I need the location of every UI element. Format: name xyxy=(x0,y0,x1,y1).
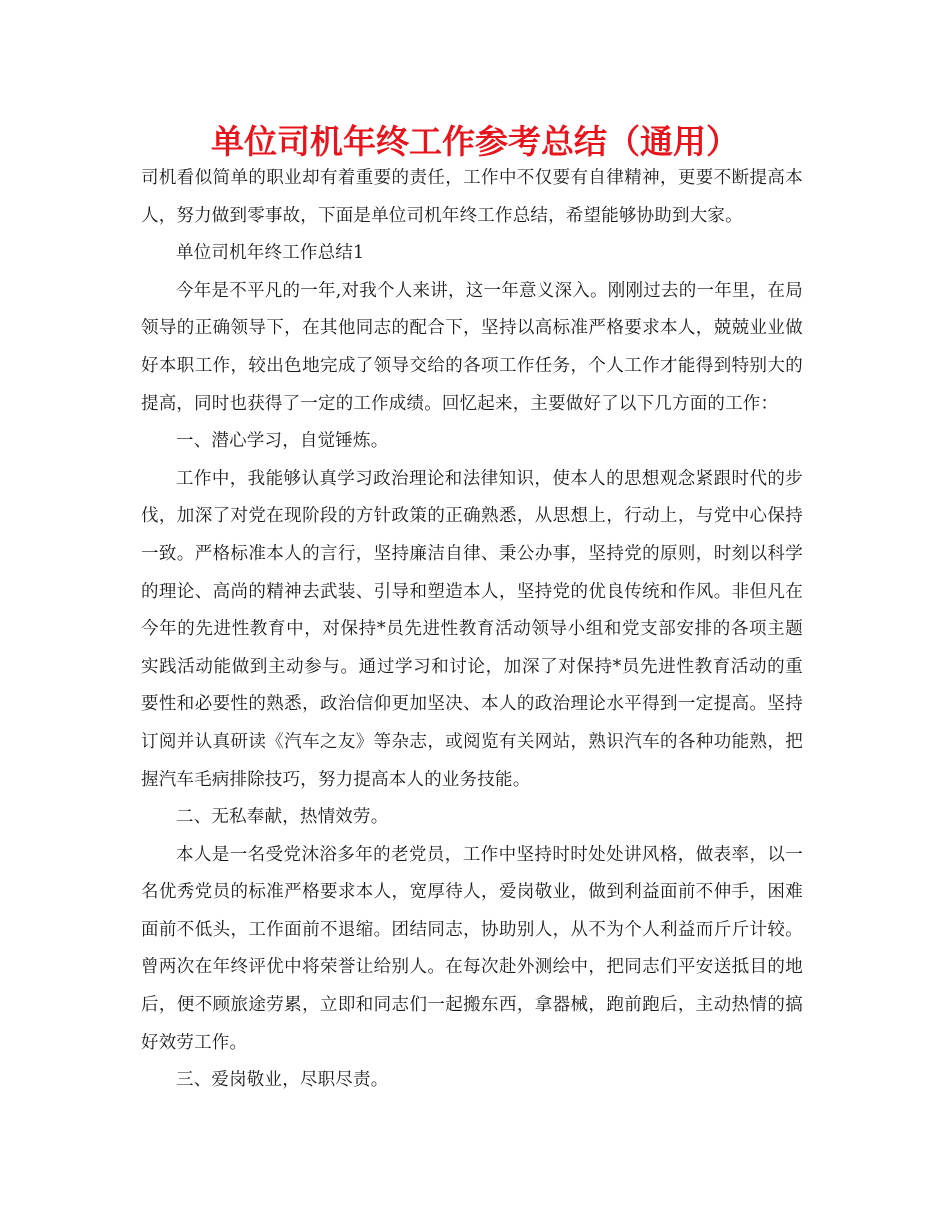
body-paragraph: 今年是不平凡的一年,对我个人来讲，这一年意义深入。刚刚过去的一年里，在局领导的正确领导下，在其他同志的配合下，坚持以高标准严格要求本人，兢兢业业做好本职工作，较出色地完成了领导交给的各项工作任务，个人工作才能得到特别大的提高，同时也获得了一定的工作成绩。回忆起来，主要做好了以下几方面的工作： xyxy=(141,280,803,414)
body-paragraph: 工作中，我能够认真学习政治理论和法律知识，使本人的思想观念紧跟时代的步伐，加深了对党在现阶段的方针政策的正确熟悉，从思想上，行动上，与党中心保持一致。严格标准本人的言行，坚持廉洁自律、秉公办事，坚持党的原则，时刻以科学的理论、高尚的精神去武装、引导和塑造本人，坚持党的优良传统和作风。非但凡在今年的先进性教育中，对保持*员先进性教育活动领导小组和党支部安排的各项主题实践活动能做到主动参与。通过学习和讨论，加深了对保持*员先进性教育活动的重要性和必要性的熟悉，政治信仰更加坚决、本人的政治理论水平得到一定提高。坚持订阅并认真研读《汽车之友》等杂志，或阅览有关网站，熟识汽车的各种功能熟，把握汽车毛病排除技巧，努力提高本人的业务技能。 xyxy=(141,468,803,790)
document-body xyxy=(141,160,803,1100)
body-paragraph: 本人是一名受党沐浴多年的老党员，工作中坚持时时处处讲风格，做表率，以一名优秀党员的标准严格要求本人，宽厚待人，爱岗敬业，做到利益面前不伸手，困难面前不低头，工作面前不退缩。团结同志，协助别人，从不为个人利益而斤斤计较。曾两次在年终评优中将荣誉让给别人。在每次赴外测绘中，把同志们平安送抵目的地后，便不顾旅途劳累，立即和同志们一起搬东西，拿器械，跑前跑后，主动热情的搞好效劳工作。 xyxy=(141,844,803,1053)
section-heading: 一、潜心学习，自觉锤炼。 xyxy=(176,431,389,452)
intro-paragraph: 司机看似简单的职业却有着重要的责任，工作中不仅要有自律精神，更要不断提高本人，努力做到零事故，下面是单位司机年终工作总结，希望能够协助到大家。 xyxy=(141,168,803,226)
section-heading: 三、爱岗敬业，尽职尽责。 xyxy=(176,1070,389,1091)
section-heading: 单位司机年终工作总结1 xyxy=(176,243,365,264)
section-heading: 二、无私奉献，热情效劳。 xyxy=(176,807,389,828)
document-title: 单位司机年终工作参考总结（通用） xyxy=(211,122,739,161)
